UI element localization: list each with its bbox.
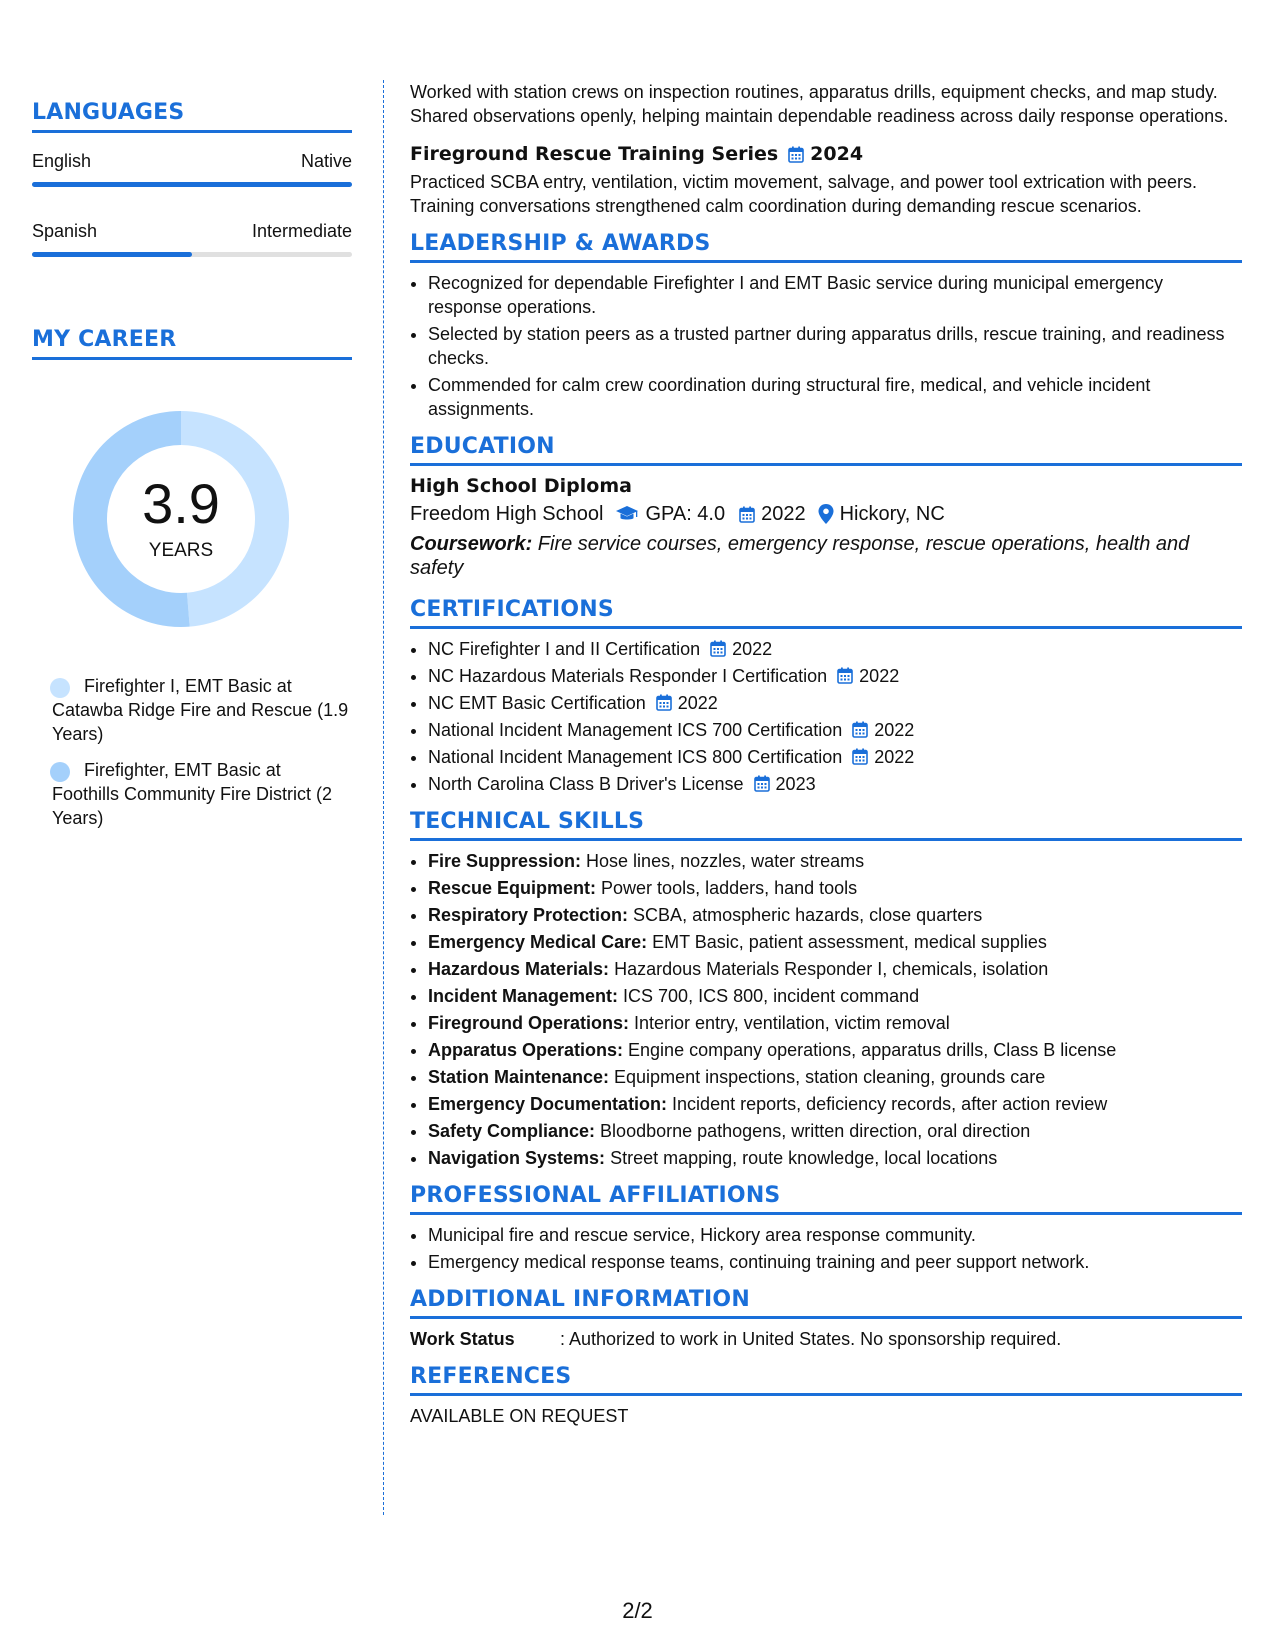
- language-name: English: [32, 151, 92, 171]
- references-rule: [410, 1393, 1242, 1396]
- skill-value: SCBA, atmospheric hazards, close quarters: [628, 905, 983, 925]
- skill-label: Incident Management:: [428, 986, 619, 1006]
- certification-item: [428, 772, 1242, 796]
- career-total-years: 3.9: [142, 472, 220, 535]
- skill-label: Navigation Systems:: [428, 1148, 606, 1168]
- certification-year: 2022: [732, 639, 773, 659]
- education-school: Freedom High School: [410, 503, 604, 525]
- list-item: • Emergency medical response teams, continuing training and peer support network.: [428, 1250, 1242, 1274]
- calendar-icon: [754, 775, 770, 792]
- work-status-label: Work Status: [410, 1329, 515, 1349]
- skill-label: Respiratory Protection:: [428, 905, 629, 925]
- skill-value: Street mapping, route knowledge, local locations: [605, 1148, 998, 1168]
- language-level-fill: [32, 182, 352, 187]
- skill-value: Power tools, ladders, hand tools: [596, 878, 858, 898]
- training-year: 2024: [810, 143, 864, 165]
- calendar-icon: [710, 640, 726, 657]
- skill-value: EMT Basic, patient assessment, medical supplies: [647, 932, 1047, 952]
- skill-label: Emergency Documentation:: [428, 1094, 668, 1114]
- skill-item: [428, 1119, 1242, 1143]
- references-title: REFERENCES: [410, 1364, 572, 1389]
- certification-year: 2022: [874, 720, 915, 740]
- career-legend-item: [32, 758, 352, 830]
- career-legend-item: [32, 674, 352, 746]
- calendar-icon: [739, 506, 755, 523]
- career-title: MY CAREER: [32, 327, 177, 352]
- affiliations-rule: [410, 1212, 1242, 1215]
- education-location: Hickory, NC: [839, 503, 945, 525]
- certification-item: [428, 745, 1242, 769]
- skill-item: [428, 903, 1242, 927]
- skill-value: Interior entry, ventilation, victim removal: [629, 1013, 950, 1033]
- language-level-bar: [32, 182, 352, 187]
- language-level-fill: [32, 252, 192, 257]
- skills-title: TECHNICAL SKILLS: [410, 809, 645, 834]
- certification-item: [428, 691, 1242, 715]
- list-item: • Municipal fire and rescue service, Hickory area response community.: [428, 1223, 1242, 1247]
- career-legend-dot: [50, 678, 70, 698]
- certification-year: 2022: [677, 693, 718, 713]
- certification-item: [428, 718, 1242, 742]
- certification-year: 2022: [859, 666, 900, 686]
- coursework-label: Coursework:: [410, 533, 533, 555]
- skill-item: [428, 1146, 1242, 1170]
- affiliations-list: [410, 1223, 1242, 1274]
- career-rule: [32, 357, 352, 360]
- additional-rule: [410, 1316, 1242, 1319]
- career-legend-text: Firefighter I, EMT Basic at Catawba Ridge Fire and Rescue (1.9 Years): [52, 676, 349, 744]
- references-text: AVAILABLE ON REQUEST: [410, 1406, 629, 1426]
- skill-value: Incident reports, deficiency records, after action review: [667, 1094, 1108, 1114]
- right-column: [410, 80, 1242, 1428]
- work-status-row: [410, 1327, 1242, 1351]
- coursework-text: Fire service courses, emergency response, rescue operations, health and safety: [410, 533, 1190, 579]
- career-legend-dot: [50, 762, 70, 782]
- skill-item: [428, 1092, 1242, 1116]
- skill-label: Fireground Operations:: [428, 1013, 630, 1033]
- certifications-rule: [410, 626, 1242, 629]
- skill-item: [428, 1011, 1242, 1035]
- calendar-icon: [852, 721, 868, 738]
- skill-item: [428, 876, 1242, 900]
- skill-value: ICS 700, ICS 800, incident command: [618, 986, 920, 1006]
- skill-label: Fire Suppression:: [428, 851, 582, 871]
- skill-value: Bloodborne pathogens, written direction, oral direction: [595, 1121, 1031, 1141]
- leadership-list: [410, 271, 1242, 421]
- language-item: [32, 151, 352, 187]
- skill-item: [428, 984, 1242, 1008]
- certification-name: North Carolina Class B Driver's License: [428, 774, 744, 794]
- language-level-bar: [32, 252, 352, 257]
- skill-label: Safety Compliance:: [428, 1121, 596, 1141]
- career-donut-chart: [66, 404, 296, 634]
- career-legend-text: Firefighter, EMT Basic at Foothills Community Fire District (2 Years): [52, 760, 333, 828]
- skill-label: Rescue Equipment:: [428, 878, 597, 898]
- language-item: [32, 221, 352, 257]
- language-level: Intermediate: [251, 221, 352, 241]
- certification-name: National Incident Management ICS 700 Certification: [428, 720, 843, 740]
- calendar-icon: [852, 748, 868, 765]
- skill-item: [428, 930, 1242, 954]
- leadership-rule: [410, 260, 1242, 263]
- certification-item: [428, 664, 1242, 688]
- additional-title: ADDITIONAL INFORMATION: [410, 1287, 750, 1312]
- skill-item: [428, 1065, 1242, 1089]
- leadership-title: LEADERSHIP & AWARDS: [410, 231, 711, 256]
- training-description: Practiced SCBA entry, ventilation, victim movement, salvage, and power tool extrication with peers. Training conversations strengthened calm coordination during demanding rescue scenarios.: [410, 172, 1198, 216]
- skill-value: Hose lines, nozzles, water streams: [581, 851, 865, 871]
- skill-value: Hazardous Materials Responder I, chemicals, isolation: [609, 959, 1049, 979]
- education-rule: [410, 463, 1242, 466]
- certification-name: NC EMT Basic Certification: [428, 693, 646, 713]
- skill-label: Emergency Medical Care:: [428, 932, 648, 952]
- certification-item: [428, 637, 1242, 661]
- skill-value: Equipment inspections, station cleaning, grounds care: [609, 1067, 1046, 1087]
- left-column: [32, 100, 352, 830]
- skill-value: Engine company operations, apparatus drills, Class B license: [623, 1040, 1117, 1060]
- education-coursework: [410, 532, 1242, 580]
- certification-name: NC Firefighter I and II Certification: [428, 639, 701, 659]
- training-title: Fireground Rescue Training Series: [410, 143, 779, 165]
- experience-intro: Worked with station crews on inspection routines, apparatus drills, equipment checks, and map study. Shared observations openly, helping maintain dependable readiness across daily response operations.: [410, 82, 1229, 126]
- education-title: EDUCATION: [410, 434, 555, 459]
- training-heading: [410, 142, 1242, 166]
- education-year: 2022: [761, 503, 806, 525]
- skills-rule: [410, 838, 1242, 841]
- certifications-title: CERTIFICATIONS: [410, 597, 614, 622]
- language-name: Spanish: [32, 221, 98, 241]
- list-item: • Commended for calm crew coordination during structural fire, medical, and vehicle incident assignments.: [428, 373, 1242, 421]
- work-status-value: : Authorized to work in United States. No sponsorship required.: [560, 1329, 1062, 1349]
- skill-label: Station Maintenance:: [428, 1067, 610, 1087]
- skill-label: Hazardous Materials:: [428, 959, 610, 979]
- skill-item: [428, 849, 1242, 873]
- skill-item: [428, 957, 1242, 981]
- skill-label: Apparatus Operations:: [428, 1040, 624, 1060]
- education-gpa: GPA: 4.0: [645, 503, 726, 525]
- languages-title: LANGUAGES: [32, 100, 185, 125]
- calendar-icon: [788, 146, 804, 163]
- list-item: • Recognized for dependable Firefighter I and EMT Basic service during municipal emergency response operations.: [428, 271, 1242, 319]
- page-number: 2/2: [622, 1598, 653, 1623]
- certification-year: 2023: [775, 774, 816, 794]
- column-divider: [383, 80, 384, 1515]
- skill-item: [428, 1038, 1242, 1062]
- calendar-icon: [837, 667, 853, 684]
- graduation-cap-icon: [615, 505, 639, 523]
- affiliations-title: PROFESSIONAL AFFILIATIONS: [410, 1183, 781, 1208]
- education-details: [410, 502, 1242, 526]
- career-total-unit: YEARS: [148, 540, 214, 561]
- list-item: • Selected by station peers as a trusted partner during apparatus drills, rescue training, and readiness checks.: [428, 322, 1242, 370]
- education-degree: High School Diploma: [410, 475, 632, 497]
- certification-year: 2022: [874, 747, 915, 767]
- location-pin-icon: [818, 504, 834, 524]
- certification-name: National Incident Management ICS 800 Certification: [428, 747, 843, 767]
- certification-name: NC Hazardous Materials Responder I Certification: [428, 666, 828, 686]
- languages-rule: [32, 130, 352, 133]
- language-level: Native: [300, 151, 352, 171]
- certifications-list: [410, 637, 1242, 796]
- skills-list: [410, 849, 1242, 1170]
- calendar-icon: [656, 694, 672, 711]
